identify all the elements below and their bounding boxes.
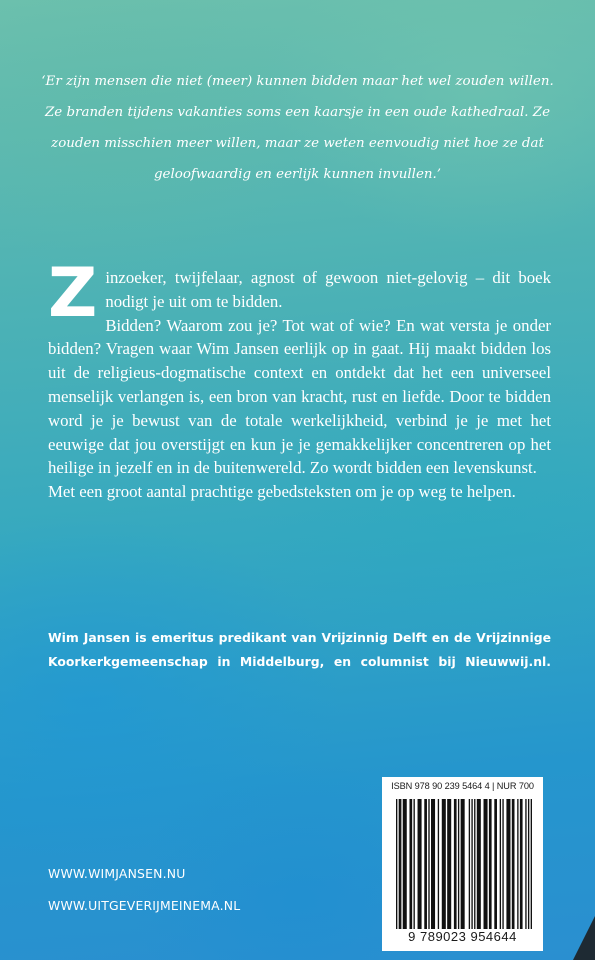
barcode-bar — [431, 799, 435, 929]
barcode-bar — [399, 799, 400, 929]
corner-decoration — [573, 916, 595, 960]
barcode-bar — [528, 799, 529, 929]
barcode-bar — [414, 799, 415, 929]
isbn-label: ISBN 978 90 239 5464 4 | NUR 700 — [391, 781, 534, 791]
blurb — [48, 254, 551, 504]
barcode-bar — [531, 799, 532, 929]
blurb-paragraph: inzoeker, twijfelaar, agnost of gewoon niet-gelovig – dit boek nodigt je uit om te bidden. — [105, 268, 551, 311]
blurb-paragraph: Bidden? Waarom zou je? Tot wat of wie? En wat versta je onder bidden? Vragen waar Wim Jansen eerlijk op in gaat. Hij maakt bidden los uit de religieus-dogmatische context en ontdekt dat het een universeel menselijk verlangen is, een bron van kracht, rust en liefde. Door te bidden word je je bewust van de totale werkelijkheid, verbind je je met het eeuwige dat jou overstijgt en kun je je gemakkelijker concentreren op het heilige in jezelf en in de buitenwereld. Zo wordt bidden een levenskunst. — [48, 315, 551, 478]
barcode-bar — [461, 799, 465, 929]
barcode-bar — [403, 799, 407, 929]
barcode-bar — [454, 799, 457, 929]
barcode-bar — [409, 799, 412, 929]
quote-line: Ze branden tijdens vakanties soms een kaarsje in een oude kathedraal. Ze — [45, 105, 550, 120]
barcode-bar — [469, 799, 470, 929]
barcode — [396, 799, 532, 929]
barcode-bar — [458, 799, 459, 929]
barcode-bar — [396, 799, 397, 929]
barcode-bar — [471, 799, 472, 929]
barcode-bar — [502, 799, 503, 929]
isbn-barcode-block — [382, 777, 543, 951]
blurb-text — [48, 254, 551, 504]
barcode-bar — [517, 799, 518, 929]
website-links — [48, 858, 240, 922]
barcode-bar — [477, 799, 481, 929]
author-bio-line: Koorkerkgemeenschap in Middelburg, en columnist bij Nieuwwij.nl. — [48, 654, 551, 669]
author-bio — [48, 626, 551, 674]
website-publisher[interactable]: WWW.UITGEVERIJMEINEMA.NL — [48, 898, 241, 913]
barcode-bar — [442, 799, 446, 929]
quote-line: zouden misschien meer willen, maar ze weten eenvoudig niet hoe ze dat — [51, 136, 544, 151]
ean-number: 9 789023 954644 — [408, 929, 517, 944]
barcode-bar — [484, 799, 488, 929]
website-author[interactable]: WWW.WIMJANSEN.NU — [48, 866, 186, 881]
barcode-bar — [489, 799, 492, 929]
barcode-bar — [400, 799, 401, 929]
barcode-bar — [500, 799, 501, 929]
barcode-bar — [424, 799, 427, 929]
barcode-bar — [525, 799, 526, 929]
back-cover-quote — [40, 66, 555, 190]
barcode-bar — [474, 799, 475, 929]
drop-cap-letter: Z — [48, 254, 98, 333]
quote-line: geloofwaardig en eerlijk kunnen invullen.’ — [153, 167, 442, 182]
quote-line: ‘Er zijn mensen die niet (meer) kunnen bidden maar het wel zouden willen. — [41, 74, 554, 89]
barcode-bar — [428, 799, 429, 929]
barcode-bar — [418, 799, 422, 929]
barcode-bar — [506, 799, 510, 929]
barcode-bar — [447, 799, 451, 929]
barcode-bar — [438, 799, 439, 929]
barcode-bar — [520, 799, 523, 929]
blurb-paragraph: Met een groot aantal prachtige gebedsteksten om je op weg te helpen. — [48, 482, 516, 502]
barcode-bar — [512, 799, 515, 929]
barcode-bar — [494, 799, 497, 929]
author-bio-line: Wim Jansen is emeritus predikant van Vrijzinnig Delft en de Vrijzinnige — [48, 630, 551, 645]
